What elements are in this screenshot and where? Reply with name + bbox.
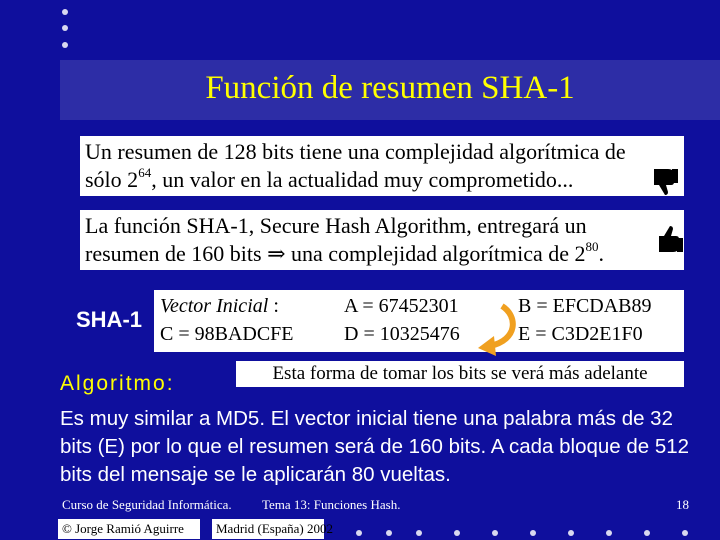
algorithm-label: Algoritmo:: [60, 372, 175, 395]
statement-line: Un resumen de 128 bits tiene una complejidad algorítmica de: [85, 139, 626, 164]
vector-d: D = 10325476: [344, 323, 460, 345]
thumbs-down-icon: [650, 166, 680, 196]
vector-e: E = C3D2E1F0: [518, 323, 643, 345]
decor-dot: [62, 25, 68, 31]
page-number: 18: [676, 497, 689, 512]
decor-dot: [356, 530, 362, 536]
decor-dot: [62, 42, 68, 48]
decor-dot: [62, 9, 68, 15]
footer-location: Madrid (España) 2002: [216, 521, 333, 536]
statement-box-sha1: [80, 210, 684, 270]
decor-dot: [682, 530, 688, 536]
thumbs-up-icon: [655, 225, 685, 255]
statement-line: sólo $2^{64}$, un valor en la actualidad muy comprometido...: [85, 164, 574, 192]
curved-arrow-icon: [470, 300, 520, 362]
statement-box-md5: [80, 136, 684, 196]
decor-dot: [644, 530, 650, 536]
vector-label: Vector Inicial :: [160, 295, 279, 317]
vector-a: A = 67452301: [344, 295, 459, 317]
decor-dot: [416, 530, 422, 536]
footer-author: © Jorge Ramió Aguirre: [62, 521, 184, 536]
decor-dot: [454, 530, 460, 536]
initial-vector-box: [154, 290, 684, 352]
footer-course: Curso de Seguridad Informática.: [62, 497, 232, 512]
decor-dot: [492, 530, 498, 536]
decor-dot: [606, 530, 612, 536]
decor-dot: [530, 530, 536, 536]
implies-arrow: ⇒: [267, 241, 286, 266]
footer-topic: Tema 13: Funciones Hash.: [262, 497, 401, 512]
statement-line: resumen de 160 bits ⇒ una complejidad algorítmica de $2^{80}$.: [85, 238, 604, 266]
vector-c: C = 98BADCFE: [160, 323, 294, 345]
note-box: Esta forma de tomar los bits se verá más adelante: [236, 361, 684, 387]
decor-dot: [568, 530, 574, 536]
vector-b: B = EFCDAB89: [518, 295, 652, 317]
decor-dot: [386, 530, 392, 536]
sha1-label: SHA-1: [76, 307, 143, 332]
statement-line: La función SHA-1, Secure Hash Algorithm, entregará un: [85, 213, 587, 238]
slide-title: Función de resumen SHA-1: [205, 70, 575, 106]
algorithm-description: Es muy similar a MD5. El vector inicial tiene una palabra más de 32 bits (E) por lo que el resumen será de 160 bits. A cada bloque de 512 bits del mensaje se le aplicarán 80 vueltas.: [60, 407, 690, 486]
